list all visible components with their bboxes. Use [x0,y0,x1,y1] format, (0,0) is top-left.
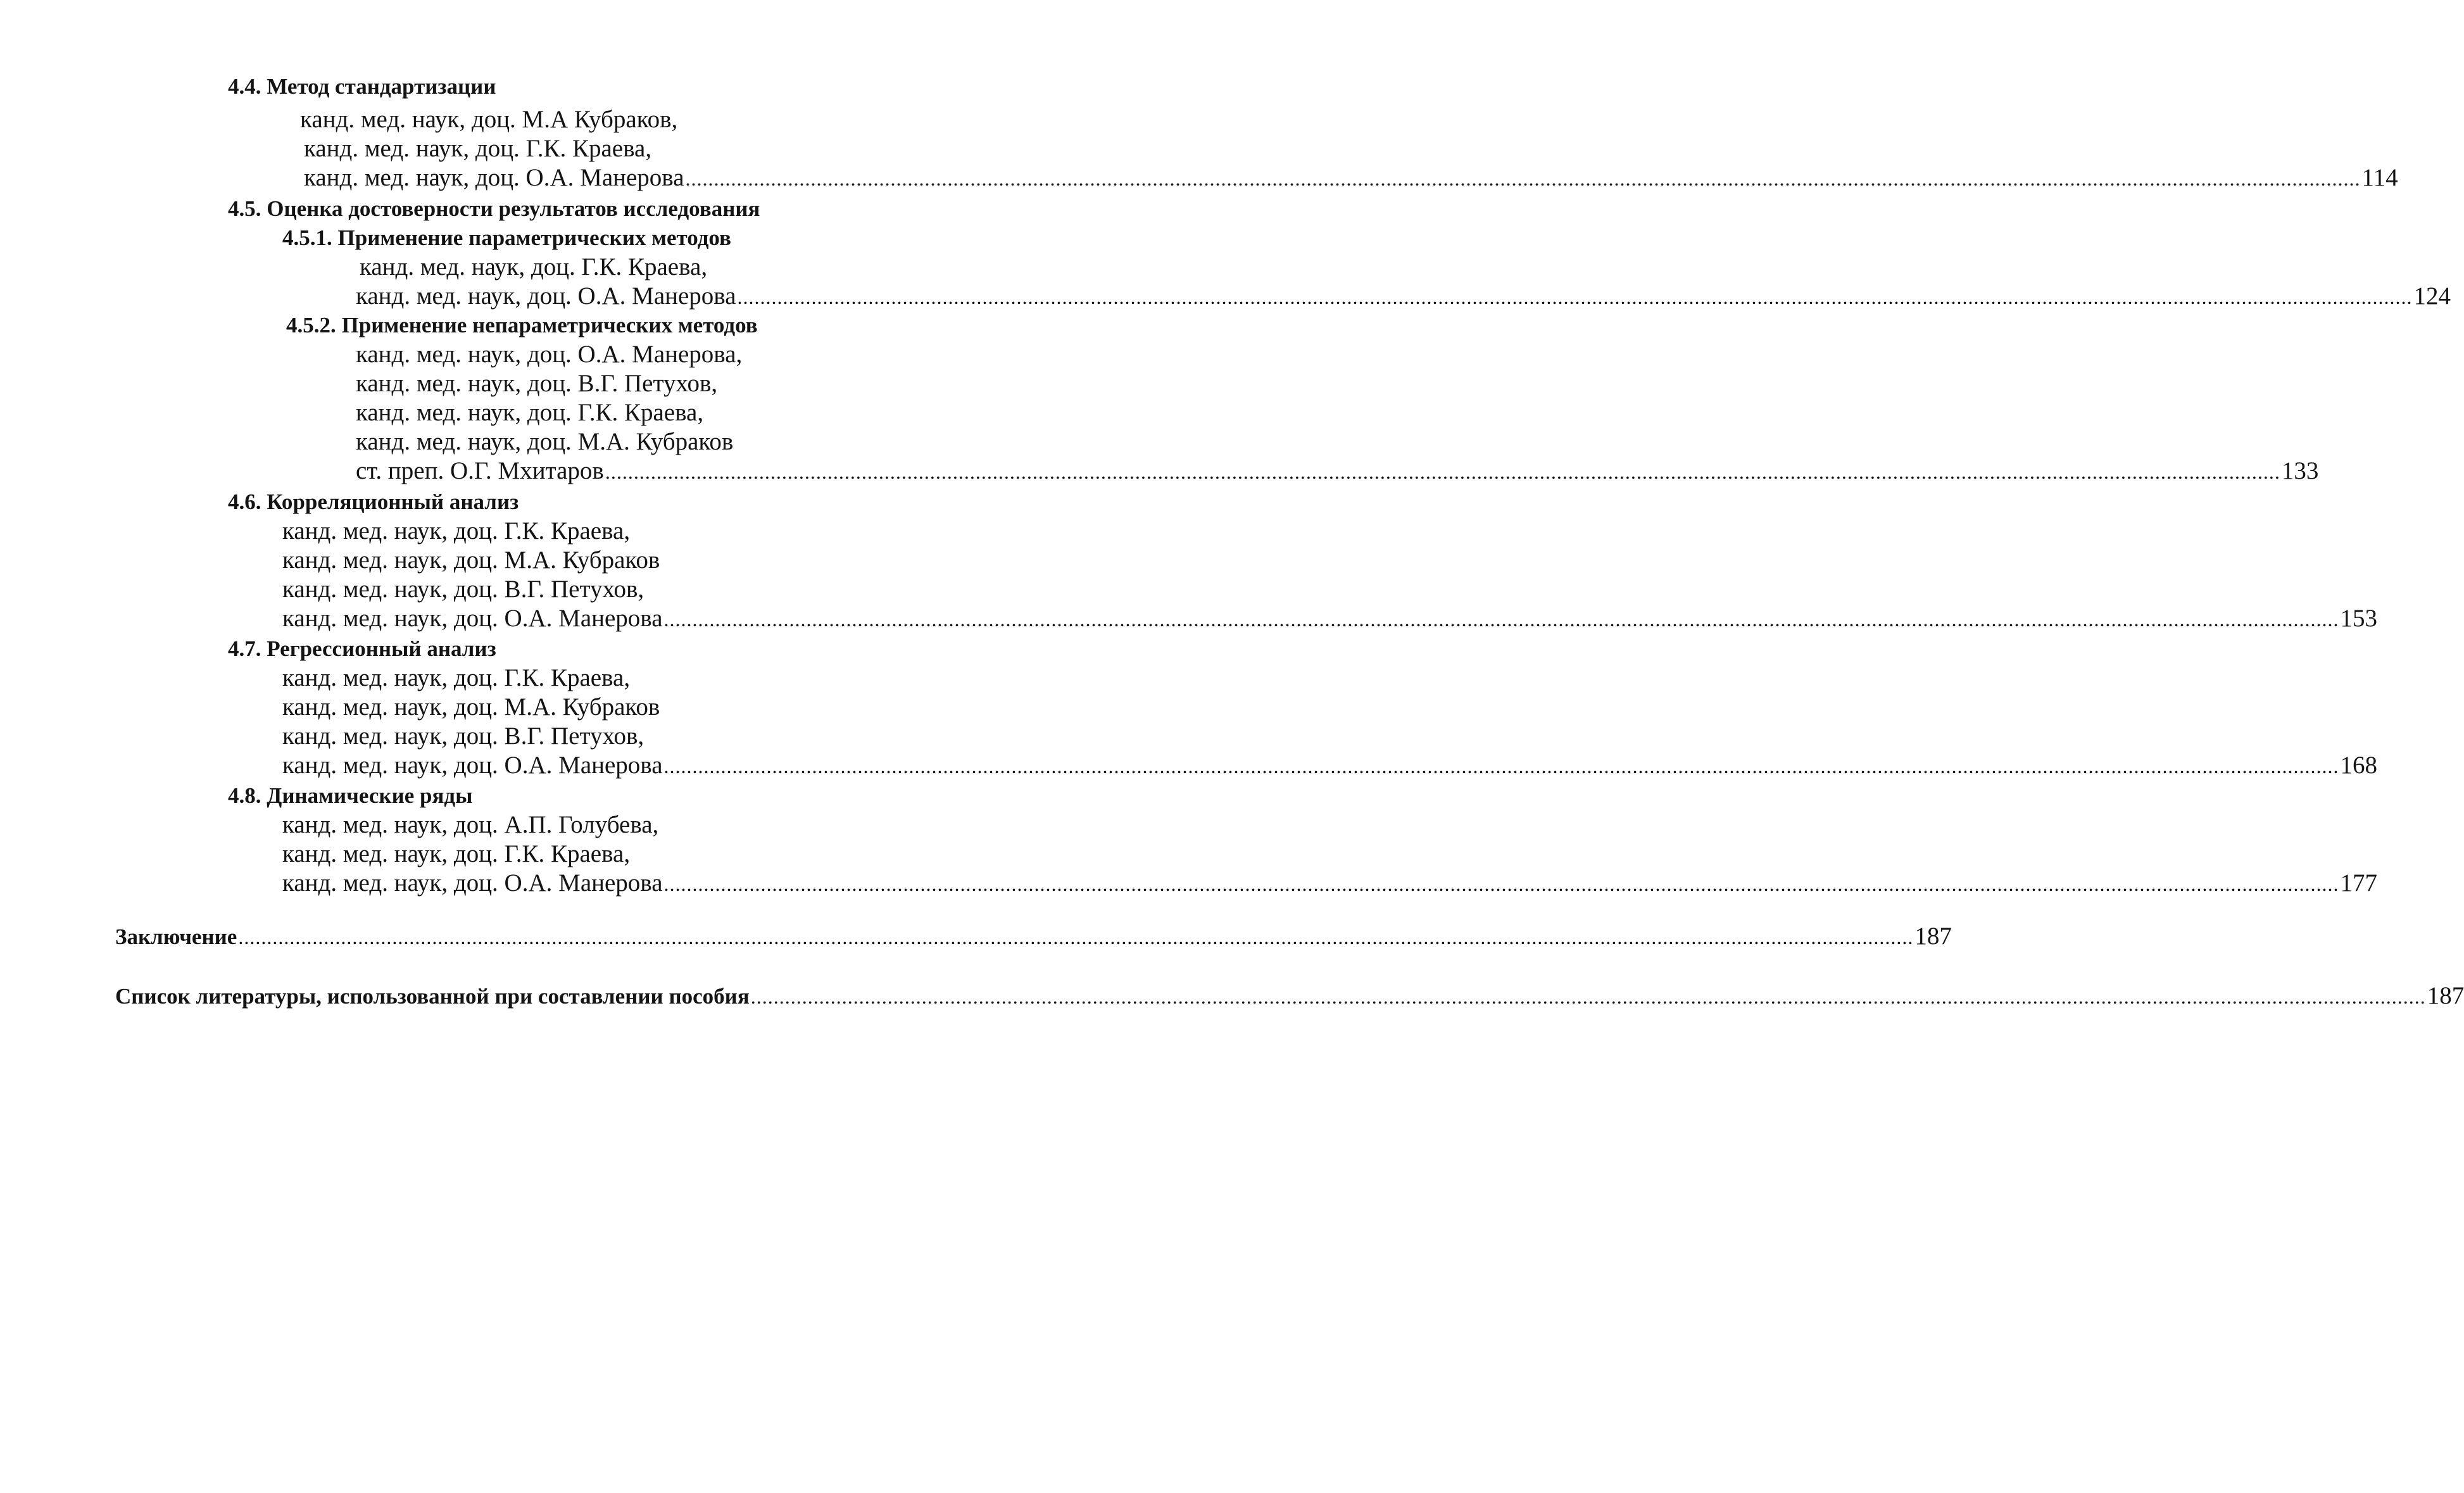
section-4-7-author-1: канд. мед. наук, доц. Г.К. Краева, [282,664,631,691]
references-row [115,981,2464,1011]
section-4-7-author-4: канд. мед. наук, доц. О.А. Манерова [282,752,663,779]
section-4-5-1-page: 124 [2413,282,2451,310]
references-title: Список литературы, использованной при составлении пособия [115,984,750,1009]
section-4-5-1-author-2: канд. мед. наук, доц. О.А. Манерова [356,282,736,310]
section-4-4-page: 114 [2361,164,2398,191]
conclusion-page: 187 [1914,923,1952,950]
section-4-6-author-4: канд. мед. наук, доц. О.А. Манерова [282,605,663,632]
section-4-5-2-author-4: канд. мед. наук, доц. М.А. Кубраков [356,428,734,455]
section-4-5-2-title: 4.5.2. Применение непараметрических методов [286,313,758,337]
conclusion-title: Заключение [115,924,237,949]
section-4-7-author-3: канд. мед. наук, доц. В.Г. Петухов, [282,722,644,750]
dot-leader: ...................................................................................................................................................................................................................................................................................................... [663,755,2339,778]
dot-leader: ...................................................................................................................................................................................................................................................................................................... [663,608,2339,631]
section-4-6-leader-row [282,604,2378,633]
section-4-7-title: 4.7. Регрессионный анализ [228,636,496,661]
references-page: 187 [2427,982,2464,1009]
section-4-5-2-leader-row [356,457,2319,486]
section-4-8-author-1: канд. мед. наук, доц. А.П. Голубева, [282,811,659,838]
section-4-6-author-2: канд. мед. наук, доц. М.А. Кубраков [282,546,660,574]
dot-leader: ...................................................................................................................................................................................................................................................................................................... [238,926,1914,948]
section-4-5-1-leader-row [356,282,2451,311]
section-4-6-page: 153 [2340,605,2378,632]
section-4-8-author-2: канд. мед. наук, доц. Г.К. Краева, [282,840,631,867]
section-4-8-leader-row [282,869,2378,898]
section-4-4-leader-row [304,163,2398,192]
section-4-4-author-2: канд. мед. наук, доц. Г.К. Краева, [304,135,652,162]
section-4-8-title: 4.8. Динамические ряды [228,783,473,808]
section-4-5-2-author-2: канд. мед. наук, доц. В.Г. Петухов, [356,370,718,397]
section-4-6-author-3: канд. мед. наук, доц. В.Г. Петухов, [282,576,644,603]
conclusion-row [115,922,1952,951]
section-4-5-2-author-5: ст. преп. О.Г. Мхитаров [356,457,604,484]
dot-leader: ...................................................................................................................................................................................................................................................................................................... [685,167,2361,190]
section-4-6-title: 4.6. Корреляционный анализ [228,489,519,514]
section-4-6-author-1: канд. мед. наук, доц. Г.К. Краева, [282,517,631,545]
section-4-8-author-3: канд. мед. наук, доц. О.А. Манерова [282,869,663,897]
section-4-8-page: 177 [2340,869,2378,897]
section-4-5-2-page: 133 [2281,457,2319,484]
section-4-4-author-3: канд. мед. наук, доц. О.А. Манерова [304,164,684,191]
dot-leader: ...................................................................................................................................................................................................................................................................................................... [750,985,2426,1008]
section-4-5-1-title: 4.5.1. Применение параметрических методов [282,225,731,250]
dot-leader: ...................................................................................................................................................................................................................................................................................................... [663,872,2339,895]
section-4-5-1-author-1: канд. мед. наук, доц. Г.К. Краева, [360,253,708,280]
section-4-5-2-author-3: канд. мед. наук, доц. Г.К. Краева, [356,399,704,426]
section-4-4-title: 4.4. Метод стандартизации [228,74,496,99]
section-4-7-leader-row [282,751,2378,780]
section-4-5-title: 4.5. Оценка достоверности результатов исследования [228,196,760,221]
section-4-4-author-1: канд. мед. наук, доц. М.А Кубраков, [300,106,678,133]
section-4-7-page: 168 [2340,752,2378,779]
section-4-5-2-author-1: канд. мед. наук, доц. О.А. Манерова, [356,341,743,368]
dot-leader: ...................................................................................................................................................................................................................................................................................................... [605,460,2280,483]
section-4-7-author-2: канд. мед. наук, доц. М.А. Кубраков [282,693,660,721]
dot-leader: ...................................................................................................................................................................................................................................................................................................... [737,286,2413,308]
